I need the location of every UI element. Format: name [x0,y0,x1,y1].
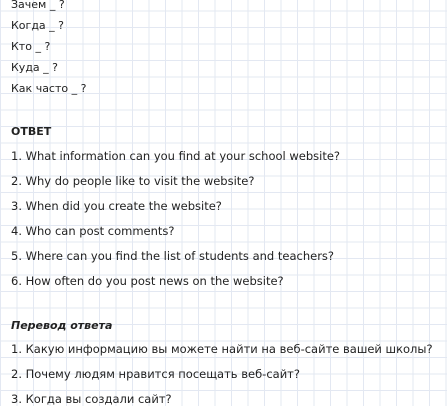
answer-heading: ОТВЕТ [11,125,52,138]
question-word-5: Как часто _ ? [11,82,87,95]
translation-heading: Перевод ответа [11,319,113,332]
translation-item-2: 2. Почему людям нравится посещать веб-сайт? [11,367,300,381]
question-word-4: Куда _ ? [11,61,58,74]
answer-item-3: 3. When did you create the website? [11,199,222,213]
answer-item-5: 5. Where can you find the list of students and teachers? [11,249,335,263]
question-word-3: Кто _ ? [11,40,51,53]
translation-item-3: 3. Когда вы создали сайт? [11,392,172,406]
translation-item-1: 1. Какую информацию вы можете найти на веб-сайте вашей школы? [11,342,433,356]
question-word-1: Зачем _ ? [11,0,65,11]
answer-item-2: 2. Why do people like to visit the website? [11,174,255,188]
answer-item-4: 4. Who can post comments? [11,224,175,238]
answer-item-6: 6. How often do you post news on the website? [11,274,284,288]
answer-item-1: 1. What information can you find at your school website? [11,149,341,163]
question-word-2: Когда _ ? [11,19,64,32]
